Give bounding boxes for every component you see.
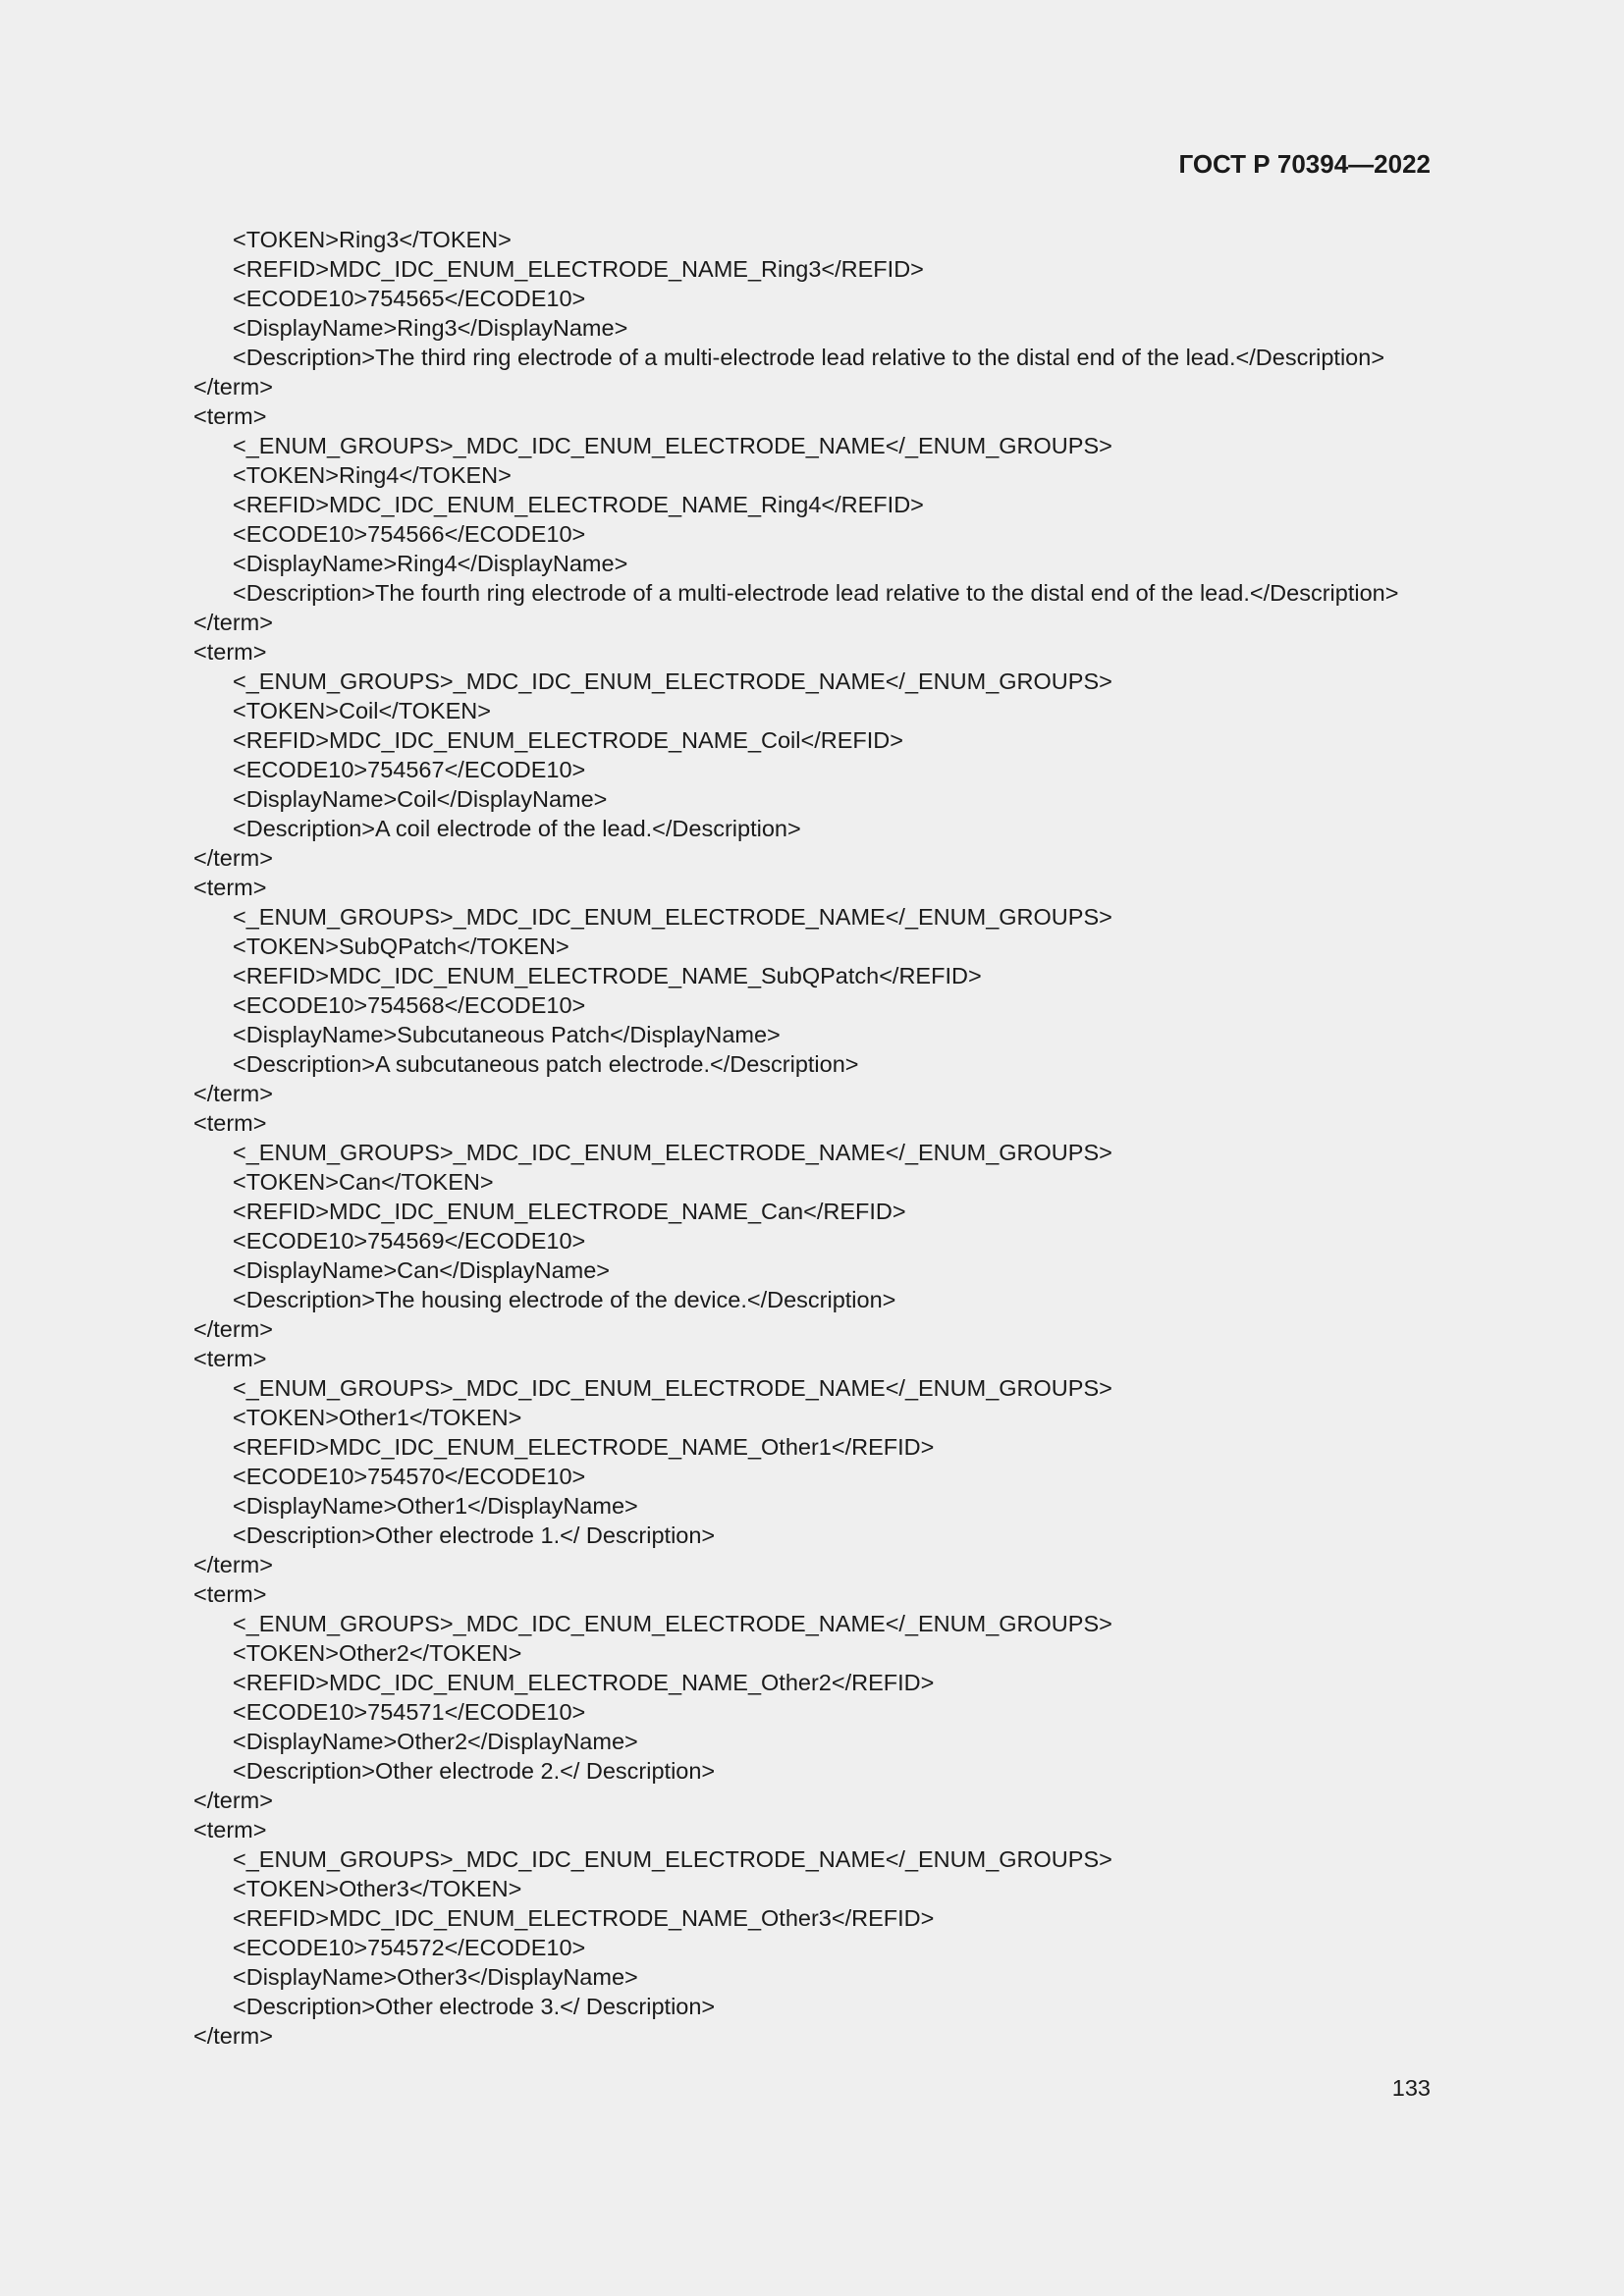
xml-line: <_ENUM_GROUPS>_MDC_IDC_ENUM_ELECTRODE_NAME</_ENUM_GROUPS>: [233, 1846, 1112, 1872]
xml-line: <term>: [193, 1817, 267, 1842]
xml-line: <Description>A coil electrode of the lead.</Description>: [233, 816, 801, 841]
page-number: 133: [1391, 2075, 1431, 2101]
xml-line: <ECODE10>754569</ECODE10>: [233, 1228, 586, 1254]
xml-line: <term>: [193, 875, 267, 900]
xml-line: <REFID>MDC_IDC_ENUM_ELECTRODE_NAME_Coil</REFID>: [233, 727, 903, 753]
xml-line: </term>: [193, 1316, 273, 1342]
xml-line: <term>: [193, 639, 267, 665]
xml-line: </term>: [193, 1788, 273, 1813]
xml-line: <TOKEN>Can</TOKEN>: [233, 1169, 494, 1195]
xml-line: </term>: [193, 845, 273, 871]
xml-line: <ECODE10>754571</ECODE10>: [233, 1699, 586, 1725]
xml-line: <_ENUM_GROUPS>_MDC_IDC_ENUM_ELECTRODE_NAME</_ENUM_GROUPS>: [233, 668, 1112, 694]
xml-line: <ECODE10>754566</ECODE10>: [233, 521, 586, 547]
xml-line: <DisplayName>Ring3</DisplayName>: [233, 315, 628, 341]
document-header: ГОСТ Р 70394—2022: [1178, 149, 1431, 179]
xml-line: </term>: [193, 374, 273, 400]
xml-line: <DisplayName>Other2</DisplayName>: [233, 1729, 638, 1754]
xml-line: <TOKEN>Ring3</TOKEN>: [233, 227, 512, 252]
xml-line: </term>: [193, 1552, 273, 1577]
xml-line: <DisplayName>Subcutaneous Patch</DisplayName>: [233, 1022, 781, 1047]
xml-line: </term>: [193, 2023, 273, 2049]
xml-line: <REFID>MDC_IDC_ENUM_ELECTRODE_NAME_Other1</REFID>: [233, 1434, 935, 1460]
xml-line: <Description>Other electrode 2.</ Description>: [233, 1758, 716, 1784]
xml-line: <ECODE10>754567</ECODE10>: [233, 757, 586, 782]
xml-line: <_ENUM_GROUPS>_MDC_IDC_ENUM_ELECTRODE_NAME</_ENUM_GROUPS>: [233, 1611, 1112, 1636]
xml-line: <ECODE10>754565</ECODE10>: [233, 286, 586, 311]
xml-line: <term>: [193, 1581, 267, 1607]
xml-line: <REFID>MDC_IDC_ENUM_ELECTRODE_NAME_Ring4</REFID>: [233, 492, 924, 517]
xml-line: <ECODE10>754568</ECODE10>: [233, 992, 586, 1018]
xml-line: </term>: [193, 1081, 273, 1106]
xml-line: <REFID>MDC_IDC_ENUM_ELECTRODE_NAME_Other2</REFID>: [233, 1670, 935, 1695]
xml-line: <REFID>MDC_IDC_ENUM_ELECTRODE_NAME_Ring3</REFID>: [233, 256, 924, 282]
xml-listing: [193, 225, 1470, 2051]
xml-line: </term>: [193, 610, 273, 635]
xml-line: <REFID>MDC_IDC_ENUM_ELECTRODE_NAME_Other3</REFID>: [233, 1905, 935, 1931]
xml-line: <DisplayName>Ring4</DisplayName>: [233, 551, 628, 576]
xml-line: <Description>Other electrode 3.</ Description>: [233, 1994, 716, 2019]
xml-line: <DisplayName>Can</DisplayName>: [233, 1257, 611, 1283]
xml-line: <ECODE10>754572</ECODE10>: [233, 1935, 586, 1960]
xml-line: <DisplayName>Coil</DisplayName>: [233, 786, 608, 812]
xml-line: <REFID>MDC_IDC_ENUM_ELECTRODE_NAME_Can</REFID>: [233, 1199, 906, 1224]
xml-line: <TOKEN>Ring4</TOKEN>: [233, 462, 512, 488]
xml-line: <Description>Other electrode 1.</ Description>: [233, 1522, 716, 1548]
xml-line: <TOKEN>Other1</TOKEN>: [233, 1405, 522, 1430]
xml-line: <_ENUM_GROUPS>_MDC_IDC_ENUM_ELECTRODE_NAME</_ENUM_GROUPS>: [233, 1375, 1112, 1401]
xml-line: <TOKEN>SubQPatch</TOKEN>: [233, 934, 569, 959]
xml-line: <ECODE10>754570</ECODE10>: [233, 1464, 586, 1489]
xml-line: <term>: [193, 1110, 267, 1136]
xml-line: <TOKEN>Other3</TOKEN>: [233, 1876, 522, 1901]
xml-line: <TOKEN>Coil</TOKEN>: [233, 698, 491, 723]
xml-line: <DisplayName>Other1</DisplayName>: [233, 1493, 638, 1519]
xml-line: <Description>A subcutaneous patch electrode.</Description>: [233, 1051, 859, 1077]
xml-line: <REFID>MDC_IDC_ENUM_ELECTRODE_NAME_SubQPatch</REFID>: [233, 963, 982, 988]
xml-line: <DisplayName>Other3</DisplayName>: [233, 1964, 638, 1990]
xml-line: <_ENUM_GROUPS>_MDC_IDC_ENUM_ELECTRODE_NAME</_ENUM_GROUPS>: [233, 433, 1112, 458]
xml-line: <term>: [193, 403, 267, 429]
xml-line: <TOKEN>Other2</TOKEN>: [233, 1640, 522, 1666]
xml-line: <Description>The housing electrode of the device.</Description>: [233, 1287, 896, 1312]
xml-line: <_ENUM_GROUPS>_MDC_IDC_ENUM_ELECTRODE_NAME</_ENUM_GROUPS>: [233, 1140, 1112, 1165]
xml-line: <Description>The third ring electrode of a multi-electrode lead relative to the distal end of the lead.</Description>: [233, 345, 1385, 370]
xml-line: <Description>The fourth ring electrode of a multi-electrode lead relative to the distal end of the lead.</Description>: [233, 580, 1399, 606]
xml-line: <_ENUM_GROUPS>_MDC_IDC_ENUM_ELECTRODE_NAME</_ENUM_GROUPS>: [233, 904, 1112, 930]
xml-line: <term>: [193, 1346, 267, 1371]
